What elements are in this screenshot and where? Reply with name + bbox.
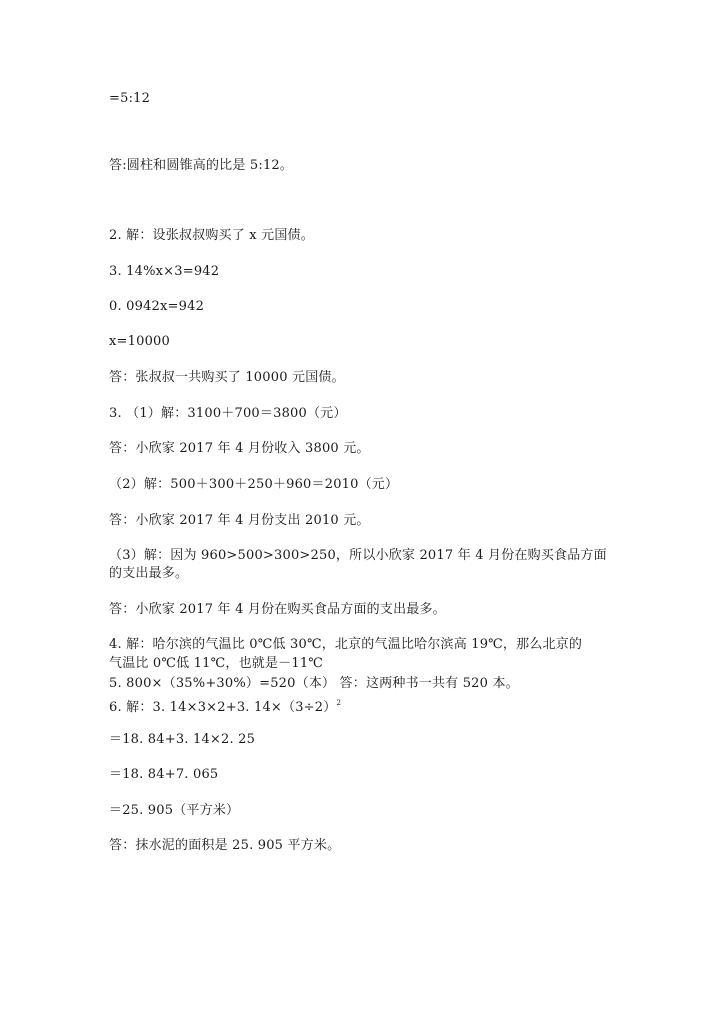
equation-line: ＝18. 84+7. 065 <box>109 767 219 782</box>
problem-2-heading: 2. 解：设张叔叔购买了 x 元国债。 <box>109 228 314 243</box>
text-line-ratio: =5:12 <box>109 91 151 106</box>
answer-line-cylinder-cone: 答:圆柱和圆锥高的比是 5:12。 <box>109 158 294 173</box>
problem-6-heading <box>109 695 341 716</box>
answer-line-cement-area: 答：抹水泥的面积是 25. 905 平方米。 <box>109 838 341 853</box>
problem-3-part-3: （3）解：因为 960>500>300>250，所以小欣家 2017 年 4 月份在购买食品方面 <box>109 548 607 563</box>
problem-3-part-1: 3. （1）解：3100＋700＝3800（元） <box>109 406 347 421</box>
equation-line: 0. 0942x=942 <box>109 299 205 314</box>
problem-4-line-2: 气温比 0℃低 11℃，也就是－11℃ <box>109 656 324 671</box>
problem-5-line: 5. 800×（35%+30%）=520（本） 答：这两种书一共有 520 本。 <box>109 676 519 691</box>
equation-line: x=10000 <box>109 334 170 349</box>
problem-4-line-1: 4. 解：哈尔滨的气温比 0℃低 30℃，北京的气温比哈尔滨高 19℃，那么北京的 <box>109 637 583 652</box>
problem-6-text: 6. 解：3. 14×3×2+3. 14×（3÷2） <box>109 700 337 715</box>
answer-line-income: 答：小欣家 2017 年 4 月份收入 3800 元。 <box>109 441 370 456</box>
superscript-exponent: 2 <box>336 699 342 707</box>
problem-3-part-3-continued: 的支出最多。 <box>109 566 189 581</box>
answer-line-expense: 答：小欣家 2017 年 4 月份支出 2010 元。 <box>109 513 370 528</box>
answer-line-food: 答：小欣家 2017 年 4 月份在购买食品方面的支出最多。 <box>109 602 446 617</box>
answer-line-bonds: 答：张叔叔一共购买了 10000 元国债。 <box>109 370 345 385</box>
equation-line: ＝18. 84+3. 14×2. 25 <box>109 732 256 747</box>
equation-line: ＝25. 905（平方米） <box>109 803 240 818</box>
problem-3-part-2: （2）解：500＋300＋250＋960＝2010（元） <box>109 477 399 492</box>
equation-line: 3. 14%x×3=942 <box>109 264 220 279</box>
